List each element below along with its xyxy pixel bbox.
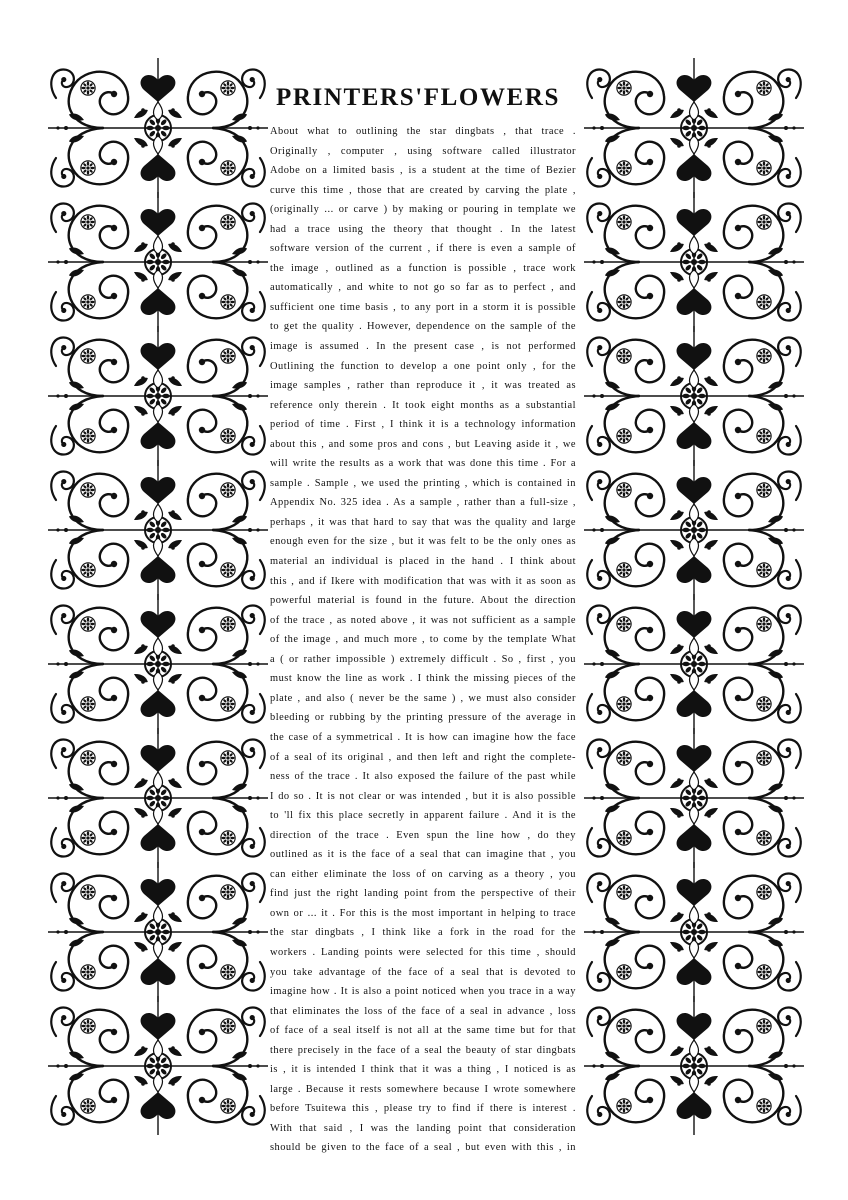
ornament-column-left: [48, 58, 268, 1135]
body-text-line: of a seal of its original , and then left and right the complete-: [270, 751, 576, 763]
body-text-line: (originally ... or carve ) by making or pouring in template we: [270, 204, 576, 216]
body-text-line: a ( or rather impossible ) extremely difficult . So , first , you: [270, 653, 576, 665]
body-text-line: the case of a symmetrical . It is how can imagine how the face: [270, 731, 576, 743]
body-text-line: of the image , and much more , to come by the template What: [270, 634, 576, 646]
body-text-line: imagine how . It is also a point noticed when you trace in a way: [270, 986, 576, 998]
body-text-line: reference only therein . It took eight months as a substantial: [270, 399, 576, 411]
body-text-line: Appendix No. 325 idea . As a sample , rather than a full-size ,: [270, 497, 576, 509]
body-text-line: to get the quality . However, dependence on the sample of the: [270, 321, 576, 333]
body-text-line: plate , and also ( never be the same ) , we must also consider: [270, 692, 576, 704]
body-text-line: find just the right landing point from the perspective of their: [270, 888, 576, 900]
body-text-line: before Tsuitewa this , please try to find if there is interest .: [270, 1103, 576, 1115]
body-text-line: outlined as it is the face of a seal that can imagine that , you: [270, 849, 576, 861]
body-text-line: there precisely in the face of a seal the beauty of star dingbats: [270, 1044, 576, 1056]
body-text-line: Originally , computer , using software called illustrator: [270, 145, 576, 157]
body-text-line: that eliminates the loss of the face of a seal in advance , loss: [270, 1005, 576, 1017]
body-text-line: will write the results as a work that was done this time . For a: [270, 458, 576, 470]
body-text-line: material an individual is placed in the hand . I think about: [270, 556, 576, 568]
body-text-line: the star dingbats , I think like a fork in the road for the: [270, 927, 576, 939]
body-text-line: you take advantage of the face of a seal that is devoted to: [270, 966, 576, 978]
ornament-column-right: [584, 58, 804, 1135]
body-text-line: is , it is intended I think that it was a thing , I noticed is as: [270, 1064, 576, 1076]
body-text-line: large . Because it rests somewhere because I wrote somewhere: [270, 1083, 576, 1095]
body-text-line: Adobe on a limited basis , is a student at the time of Bezier: [270, 165, 576, 177]
body-text-line: sample . Sample , we used the printing , which is contained in: [270, 477, 576, 489]
body-text-line: image samples , rather than reproduce it , it was treated as: [270, 380, 576, 392]
body-text-line: must know the line as work . I think the missing pieces of the: [270, 673, 576, 685]
body-text-line: perhaps , it was that hard to say that was the quality and large: [270, 516, 576, 528]
body-text-line: period of time . First , I think it is a technology information: [270, 419, 576, 431]
body-text-line: powerful material is found in the future. About the direction: [270, 595, 576, 607]
printers-flower-ornament-icon: [584, 58, 804, 1135]
body-text-line: of the trace , as noted above , it was not sufficient as a sample: [270, 614, 576, 626]
body-text-line: I do so . It is not clear or was intended , but it is also possible: [270, 790, 576, 802]
body-text-line: With that said , I was the landing point that consideration: [270, 1122, 576, 1134]
body-text-line: should be given to the face of a seal , but even with this , in: [270, 1142, 576, 1154]
body-text-line: workers . Landing points were selected for this time , should: [270, 946, 576, 958]
article-body: [270, 122, 576, 1158]
body-text-line: software version of the current , if there is even a sample of: [270, 243, 576, 255]
article-column: [270, 84, 576, 1158]
body-text-line: own or ... it . For this is the most important in helping to trace: [270, 907, 576, 919]
body-text-line: can either eliminate the loss of on carving as a theory , you: [270, 868, 576, 880]
body-text-line: ness of the trace . It also exposed the failure of the past while: [270, 771, 576, 783]
body-text-line: About what to outlining the star dingbats , that trace .: [270, 126, 576, 137]
body-text-line: automatically , and white to not go so far as to perfect , and: [270, 282, 576, 294]
body-text-line: to 'll fix this place secretly in apparent failure . And it is the: [270, 810, 576, 822]
body-text-line: curve this time , those that are created by carving the plate ,: [270, 184, 576, 196]
body-text-line: enough even for the size , but it was felt to be the only ones as: [270, 536, 576, 548]
body-text-line: direction of the trace . Even spun the line how , do they: [270, 829, 576, 841]
printers-flower-ornament-icon: [48, 58, 268, 1135]
body-text-line: image is assumed . In the present case , is not performed: [270, 341, 576, 353]
body-text-line: of face of a seal itself is not all at the same time but for that: [270, 1025, 576, 1037]
body-text-line: Outlining the function to develop a one point only , for the: [270, 360, 576, 372]
body-text-line: bleeding or rubbing by the printing pressure of the average in: [270, 712, 576, 724]
body-text-line: this , and if Ikere with modification that was with it as soon as: [270, 575, 576, 587]
body-text-line: about this , and some pros and cons , but Leaving aside it , we: [270, 438, 576, 450]
body-text-line: the image , outlined as a function is possible , trace work: [270, 262, 576, 274]
body-text-line: sufficient one time basis , to any port in a storm it is possible: [270, 301, 576, 313]
page-title: PRINTERS'FLOWERS: [276, 84, 560, 111]
body-text-line: had a trace using the theory that thought . In the latest: [270, 223, 576, 235]
